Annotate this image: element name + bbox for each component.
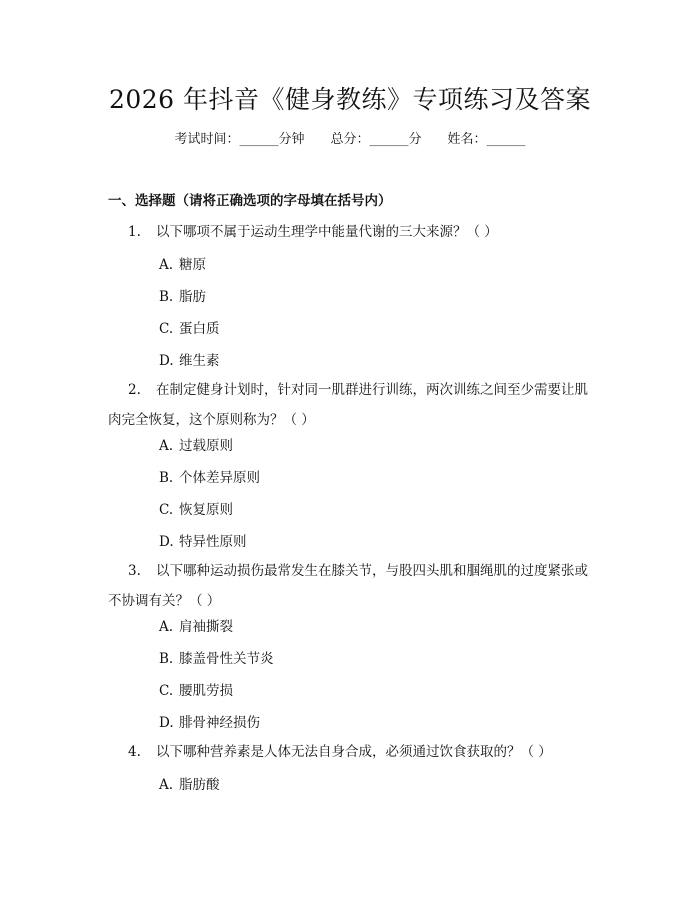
question-3 [108,556,598,616]
option-letter: A. [159,777,174,793]
exam-time-label: 考试时间：______分钟 [174,132,305,147]
question-1-option-d [159,352,220,370]
question-2 [108,375,598,435]
question-1 [108,217,598,247]
question-3-option-d [159,714,260,732]
question-3-option-c [159,682,233,700]
question-3-option-a [159,618,233,636]
option-letter: C. [159,502,174,518]
question-text: 以下哪种营养素是人体无法自身合成，必须通过饮食获取的？（ ） [156,744,552,760]
option-text: 肩袖撕裂 [179,619,233,635]
option-letter: C. [159,683,174,699]
option-text: 恢复原则 [179,502,233,518]
option-text: 个体差异原则 [179,470,260,486]
question-number: 4. [128,744,141,760]
option-text: 蛋白质 [179,321,220,337]
question-2-option-c [159,501,233,519]
option-text: 膝盖骨性关节炎 [179,651,274,667]
question-1-option-b [159,288,206,306]
question-3-option-b [159,650,274,668]
question-number: 1. [128,224,141,240]
option-text: 腓骨神经损伤 [179,715,260,731]
option-letter: A. [159,619,174,635]
option-text: 脂肪 [179,289,206,305]
option-text: 过载原则 [179,438,233,454]
option-letter: D. [159,715,174,731]
page-title: 2026 年抖音《健身教练》专项练习及答案 [108,85,592,114]
question-2-option-d [159,533,247,551]
question-text: 以下哪种运动损伤最常发生在膝关节，与股四头肌和腘绳肌的过度紧张或不协调有关？（ ） [108,563,588,609]
option-letter: D. [159,353,174,369]
question-2-option-b [159,469,260,487]
section-heading: 一、选择题（请将正确选项的字母填在括号内） [108,193,392,209]
option-letter: B. [159,651,174,667]
question-number: 3. [128,563,141,579]
option-text: 脂肪酸 [179,777,220,793]
option-letter: D. [159,534,174,550]
option-text: 特异性原则 [179,534,247,550]
question-number: 2. [128,382,141,398]
question-1-option-a [159,256,206,274]
question-2-option-a [159,437,233,455]
option-letter: B. [159,289,174,305]
option-text: 腰肌劳损 [179,683,233,699]
total-score-label: 总分：______分 [330,132,422,147]
exam-meta [0,131,700,149]
question-4-option-a [159,776,220,794]
option-text: 维生素 [179,353,220,369]
option-letter: A. [159,257,174,273]
option-text: 糖原 [179,257,206,273]
question-text: 以下哪项不属于运动生理学中能量代谢的三大来源？（ ） [156,224,498,240]
student-name-label: 姓名：______ [447,132,526,147]
question-1-option-c [159,320,220,338]
question-4 [108,737,598,767]
option-letter: B. [159,470,174,486]
option-letter: C. [159,321,174,337]
question-text: 在制定健身计划时，针对同一肌群进行训练，两次训练之间至少需要让肌肉完全恢复，这个原则称为？（ ） [108,382,588,428]
option-letter: A. [159,438,174,454]
